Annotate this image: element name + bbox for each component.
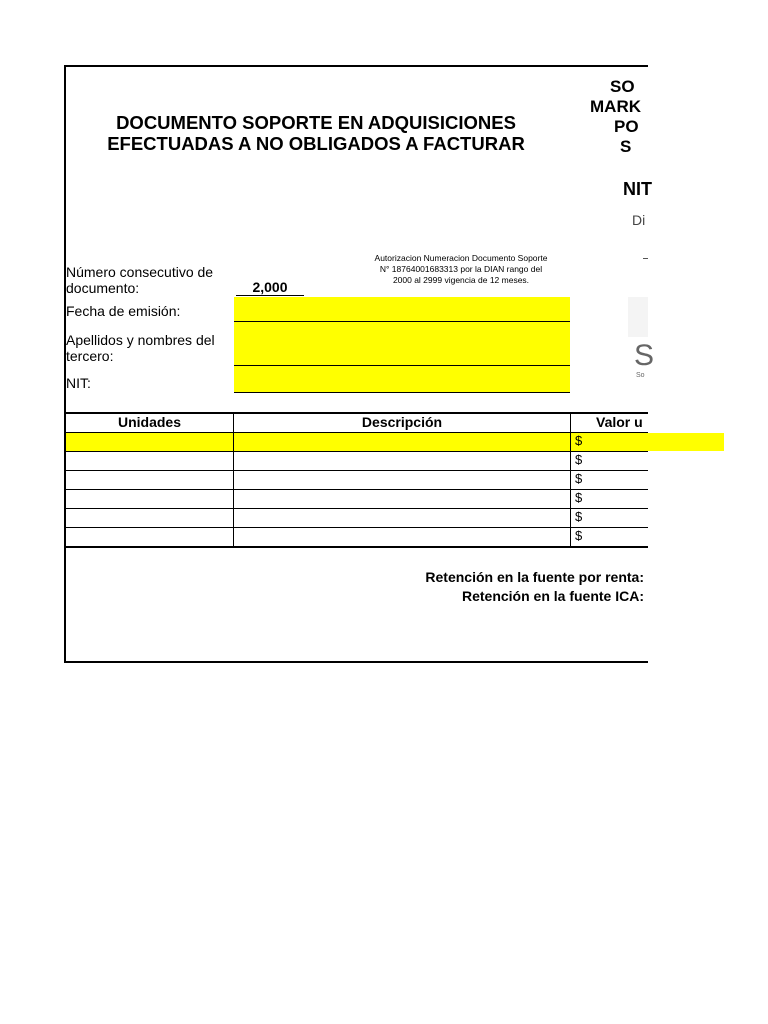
- row-divider: [64, 489, 648, 490]
- currency-symbol: $: [575, 490, 583, 505]
- company-logo-subtext: So: [636, 372, 645, 379]
- currency-symbol: $: [575, 528, 583, 543]
- row-divider: [64, 470, 648, 471]
- frame-bottom-border: [64, 661, 648, 663]
- company-line-3: PO: [614, 117, 639, 136]
- third-party-label: Apellidos y nombres del tercero:: [66, 332, 215, 364]
- title-line-2: EFECTUADAS A NO OBLIGADOS A FACTURAR: [107, 133, 525, 154]
- currency-symbol: $: [575, 509, 583, 524]
- header-unidades: Unidades: [117, 414, 181, 430]
- frame-left-border: [64, 65, 66, 663]
- header-valor: Valor u: [596, 414, 643, 430]
- document-title: [66, 112, 566, 154]
- field-divider: [234, 392, 570, 393]
- nit-label: NIT:: [66, 375, 91, 391]
- frame-top-border: [64, 65, 648, 67]
- row-divider: [64, 508, 648, 509]
- company-dash: [643, 258, 648, 259]
- field-divider: [234, 365, 570, 366]
- company-nit: NIT: [623, 179, 652, 199]
- column-divider: [233, 413, 234, 547]
- row-divider: [64, 527, 648, 528]
- table-bottom-border: [64, 546, 648, 548]
- issue-date-label: Fecha de emisión:: [66, 303, 181, 319]
- company-line-2: MARK: [590, 97, 641, 116]
- table-row-highlight[interactable]: [66, 433, 724, 451]
- third-party-field[interactable]: [234, 322, 570, 365]
- retention-ica-label: Retención en la fuente ICA:: [461, 588, 644, 604]
- header-descripcion: Descripción: [361, 414, 443, 430]
- company-logo: S: [634, 339, 655, 372]
- retention-renta-label: Retención en la fuente por renta:: [425, 569, 644, 585]
- currency-symbol: $: [575, 471, 583, 486]
- consecutive-label: Número consecutivo de documento:: [66, 264, 214, 296]
- consecutive-value: 2,000: [236, 280, 304, 296]
- company-logo-background: [628, 297, 648, 337]
- currency-symbol: $: [575, 452, 583, 467]
- field-divider: [234, 321, 570, 322]
- company-line-4: S: [620, 137, 632, 156]
- company-line-1: SO: [610, 77, 635, 96]
- column-divider: [570, 413, 571, 547]
- issue-date-field[interactable]: [234, 297, 570, 321]
- currency-symbol: $: [575, 433, 583, 448]
- nit-field[interactable]: [234, 366, 570, 392]
- company-name: [584, 77, 648, 157]
- authorization-note: Autorizacion Numeracion Documento Soporte N° 18764001683313 por la DIAN rango del 2000 al 2999 vigencia de 12 meses.: [374, 253, 548, 285]
- company-address: Di: [632, 212, 646, 228]
- row-divider: [64, 451, 648, 452]
- row-divider: [64, 432, 648, 433]
- title-line-1: DOCUMENTO SOPORTE EN ADQUISICIONES: [116, 112, 516, 133]
